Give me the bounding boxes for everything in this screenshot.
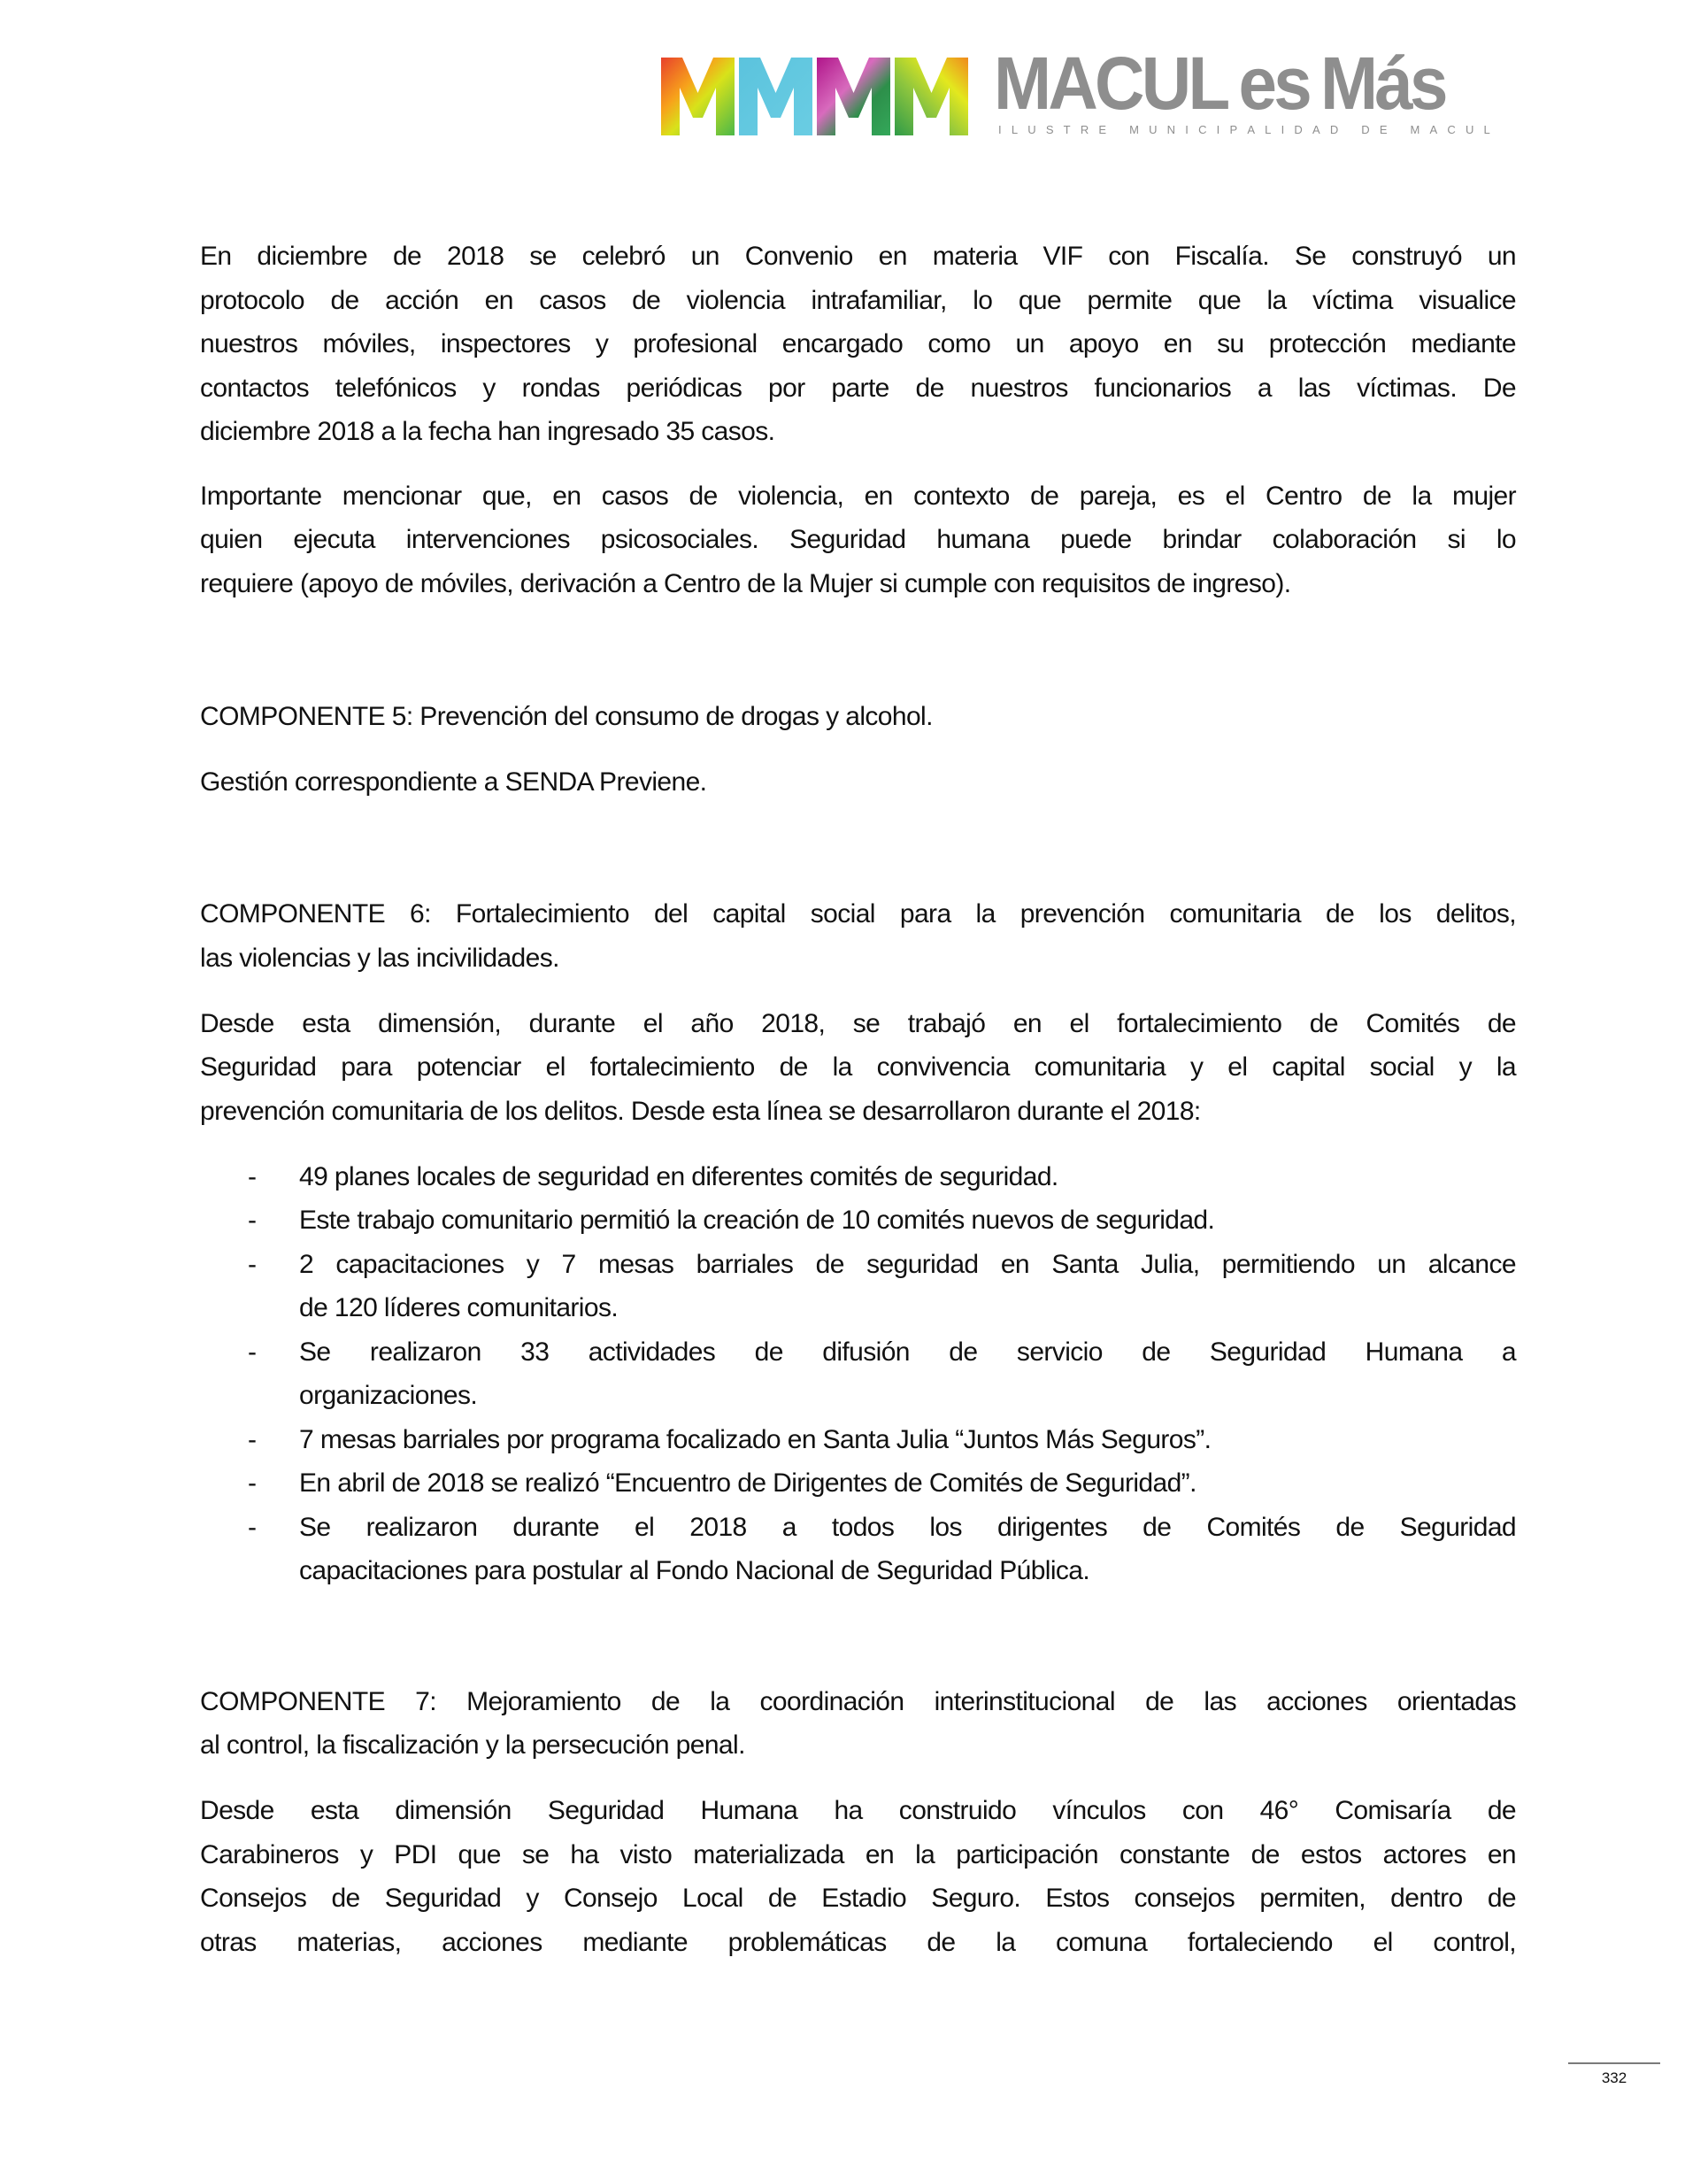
subtitle-letter: I bbox=[998, 123, 1002, 136]
subtitle-letter: D bbox=[1361, 123, 1370, 136]
text-line: las violencias y las incivilidades. bbox=[200, 944, 559, 973]
text-line: requiere (apoyo de móviles, derivación a Centro de la Mujer si cumple con requisitos de ingreso). bbox=[200, 569, 1291, 598]
subtitle-letter: M bbox=[1129, 123, 1139, 136]
text-line: Desde esta dimensión Seguridad Humana ha construido vínculos con 46° Comisaría de bbox=[200, 1796, 1516, 1825]
text-line: Importante mencionar que, en casos de violencia, en contexto de pareja, es el Centro de la mujer bbox=[200, 482, 1516, 511]
list-item-text: 7 mesas barriales por programa focalizado en Santa Julia “Juntos Más Seguros”. bbox=[299, 1425, 1212, 1454]
text-line: protocolo de acción en casos de violencia intrafamiliar, lo que permite que la víctima visualice bbox=[200, 286, 1516, 315]
subtitle-letter: I bbox=[1185, 123, 1189, 136]
subtitle-letter: L bbox=[1265, 123, 1272, 136]
wordmark-es: es bbox=[1238, 42, 1309, 125]
list-item-text: Se realizaron durante el 2018 a todos los dirigentes de Comités de Seguridad bbox=[299, 1513, 1516, 1542]
text-line: diciembre 2018 a la fecha han ingresado 35 casos. bbox=[200, 417, 775, 446]
list-item-text: 49 planes locales de seguridad en diferentes comités de seguridad. bbox=[299, 1162, 1058, 1191]
bullet-dash: - bbox=[248, 1337, 257, 1367]
page-number-rule bbox=[1568, 2062, 1660, 2064]
text-line: prevención comunitaria de los delitos. Desde esta línea se desarrollaron durante el 2018: bbox=[200, 1097, 1201, 1126]
subtitle-letter: A bbox=[1312, 123, 1320, 136]
text-line: Consejos de Seguridad y Consejo Local de Estadio Seguro. Estos consejos permiten, dentro de bbox=[200, 1884, 1516, 1913]
text-line: al control, la fiscalización y la persecución penal. bbox=[200, 1730, 745, 1760]
subtitle-letter: L bbox=[1483, 123, 1490, 136]
subtitle-letter: R bbox=[1080, 123, 1089, 136]
wordmark-macul: MACUL bbox=[994, 42, 1227, 125]
subtitle-letter bbox=[1397, 123, 1401, 136]
list-item-text: Se realizaron 33 actividades de difusión de servicio de Seguridad Humana a bbox=[299, 1337, 1516, 1367]
bullet-dash: - bbox=[248, 1468, 257, 1498]
subtitle-letter bbox=[1116, 123, 1119, 136]
logo-letter-m-3 bbox=[817, 58, 890, 135]
subtitle-letter: N bbox=[1166, 123, 1176, 136]
text-line: contactos telefónicos y rondas periódicas por parte de nuestros funcionarios a las víctimas. De bbox=[200, 374, 1516, 403]
subtitle-letter: A bbox=[1429, 123, 1438, 136]
list-item-text: Este trabajo comunitario permitió la creación de 10 comités nuevos de seguridad. bbox=[299, 1206, 1215, 1235]
text-line: COMPONENTE 7: Mejoramiento de la coordinación interinstitucional de las acciones orientadas bbox=[200, 1687, 1516, 1716]
text-line: Carabineros y PDI que se ha visto materializada en la participación constante de estos actores en bbox=[200, 1840, 1516, 1869]
list-item-text: organizaciones. bbox=[299, 1381, 478, 1410]
text-line: quien ejecuta intervenciones psicosociales. Seguridad humana puede brindar colaboración si lo bbox=[200, 525, 1516, 554]
subtitle-letter: D bbox=[1329, 123, 1339, 136]
subtitle-letter bbox=[1348, 123, 1351, 136]
subtitle-letter: T bbox=[1063, 123, 1071, 136]
subtitle-letter: C bbox=[1447, 123, 1456, 136]
list-item-text: 2 capacitaciones y 7 mesas barriales de seguridad en Santa Julia, permitiendo un alcance bbox=[299, 1250, 1516, 1279]
subtitle-letter: U bbox=[1149, 123, 1158, 136]
subtitle-letter: I bbox=[1216, 123, 1220, 136]
logo-wordmark bbox=[994, 42, 1445, 125]
list-item-text: de 120 líderes comunitarios. bbox=[299, 1293, 619, 1322]
subtitle-letter: M bbox=[1410, 123, 1420, 136]
logo-subtitle bbox=[998, 123, 1490, 136]
subtitle-letter: A bbox=[1247, 123, 1255, 136]
component-5-text: Gestión correspondiente a SENDA Previene. bbox=[200, 767, 707, 797]
text-line: nuestros móviles, inspectores y profesional encargado como un apoyo en su protección mediante bbox=[200, 329, 1516, 358]
subtitle-letter: E bbox=[1379, 123, 1388, 136]
subtitle-letter: I bbox=[1281, 123, 1285, 136]
list-item-text: En abril de 2018 se realizó “Encuentro de Dirigentes de Comités de Seguridad”. bbox=[299, 1468, 1196, 1498]
subtitle-letter: U bbox=[1027, 123, 1036, 136]
municipality-logo bbox=[661, 42, 1497, 140]
bullet-dash: - bbox=[248, 1162, 257, 1191]
subtitle-letter: E bbox=[1098, 123, 1107, 136]
list-item-text: capacitaciones para postular al Fondo Nacional de Seguridad Pública. bbox=[299, 1556, 1090, 1585]
logo-letter-m-1 bbox=[661, 58, 735, 135]
text-line: otras materias, acciones mediante problemáticas de la comuna fortaleciendo el control, bbox=[200, 1928, 1516, 1957]
subtitle-letter: P bbox=[1229, 123, 1238, 136]
text-line: En diciembre de 2018 se celebró un Convenio en materia VIF con Fiscalía. Se construyó un bbox=[200, 242, 1516, 271]
text-line: Desde esta dimensión, durante el año 2018, se trabajó en el fortalecimiento de Comités de bbox=[200, 1009, 1516, 1038]
bullet-dash: - bbox=[248, 1250, 257, 1279]
bullet-dash: - bbox=[248, 1206, 257, 1235]
logo-letter-m-4 bbox=[895, 58, 968, 135]
logo-mark bbox=[661, 58, 971, 135]
component-5-heading: COMPONENTE 5: Prevención del consumo de drogas y alcohol. bbox=[200, 702, 933, 731]
bullet-dash: - bbox=[248, 1425, 257, 1454]
text-line: COMPONENTE 6: Fortalecimiento del capital social para la prevención comunitaria de los delitos, bbox=[200, 899, 1516, 929]
bullet-dash: - bbox=[248, 1513, 257, 1542]
subtitle-letter: L bbox=[1011, 123, 1019, 136]
subtitle-letter: C bbox=[1198, 123, 1207, 136]
subtitle-letter: S bbox=[1045, 123, 1054, 136]
logo-letter-m-2 bbox=[739, 58, 812, 135]
wordmark-mas: Más bbox=[1319, 42, 1445, 125]
subtitle-letter: D bbox=[1294, 123, 1303, 136]
page-number: 332 bbox=[1601, 2069, 1627, 2086]
subtitle-letter: U bbox=[1465, 123, 1474, 136]
text-line: Seguridad para potenciar el fortalecimiento de la convivencia comunitaria y el capital social y la bbox=[200, 1052, 1516, 1082]
